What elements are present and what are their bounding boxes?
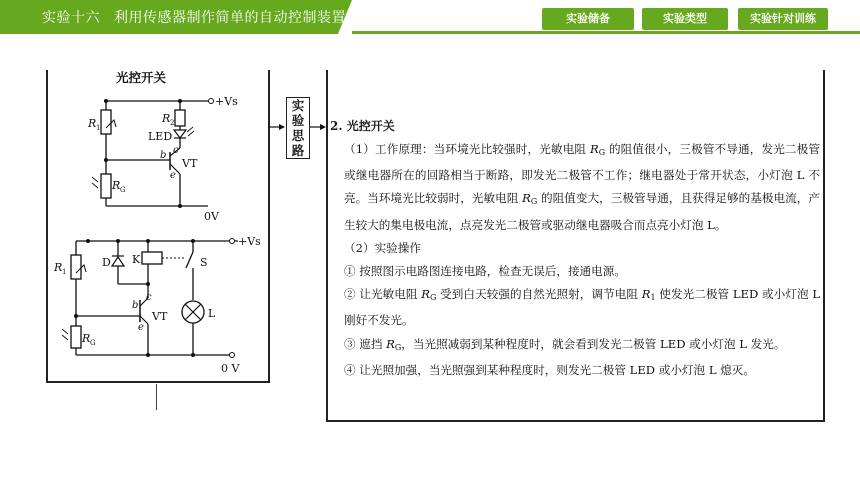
tab-experiment-types[interactable]: 实验类型 xyxy=(642,8,728,30)
symbol-r: R xyxy=(386,336,395,351)
section-title: 2. 光控开关 xyxy=(330,119,395,133)
method-char: 路 xyxy=(291,143,305,158)
text-run: ③ 遮挡 xyxy=(344,336,387,351)
page-title xyxy=(42,7,346,27)
label-k: K xyxy=(132,253,141,266)
step-3 xyxy=(330,333,820,359)
label-r1-2: R xyxy=(54,261,63,274)
content-panel xyxy=(326,70,825,422)
symbol-sub: G xyxy=(598,148,606,157)
svg-text:b: b xyxy=(132,300,139,311)
label-l: L xyxy=(208,307,216,320)
content-body xyxy=(330,138,820,382)
header-divider xyxy=(352,31,860,34)
step-1: ① 按照图示电路图连接电路，检查无误后，接通电源。 xyxy=(344,264,626,279)
label-vt-1: VT xyxy=(182,157,198,170)
experiment-title: 利用传感器制作简单的自动控制装置 xyxy=(114,10,346,26)
label-rg-1: R xyxy=(112,179,121,192)
text-run: （1）工作原理：当环境光比较强时，光敏电阻 xyxy=(344,142,590,156)
paragraph-operation-title: （2）实验操作 xyxy=(344,240,421,255)
symbol-r: R xyxy=(522,191,531,206)
method-box xyxy=(286,97,310,159)
label-vt-2: VT xyxy=(152,310,168,323)
symbol-r: R xyxy=(641,287,651,302)
symbol-r: R xyxy=(421,287,431,302)
symbol-sub: G xyxy=(430,293,437,303)
svg-text:1: 1 xyxy=(62,268,67,276)
symbol-sub: 1 xyxy=(650,293,656,303)
experiment-number: 实验十六 xyxy=(42,10,100,26)
text-run: 的阻值很小，三极管不导通，发光二极管或继电器所在的回路相当于断路，即发光二极管不工作；继电器处于常开状态，小灯泡 L 不亮。当环境光比较弱时，光敏电阻 xyxy=(344,142,820,206)
symbol-r: R xyxy=(590,142,599,156)
method-char: 实 xyxy=(291,98,305,113)
circuit1-title: 光控开关 xyxy=(116,70,167,85)
label-led: LED xyxy=(148,130,173,143)
label-0v-1: 0V xyxy=(204,210,219,223)
label-d: D xyxy=(102,256,111,269)
label-r2-1: R xyxy=(162,112,171,125)
svg-text:G: G xyxy=(90,339,96,347)
panel-stem-line xyxy=(156,384,157,410)
circuit-panel xyxy=(46,70,270,383)
label-s: S xyxy=(200,256,208,269)
svg-text:2: 2 xyxy=(170,119,175,127)
text-run: ，当光照减弱到某种程度时，就会看到发光二极管 LED 或小灯泡 L 发光。 xyxy=(401,336,786,351)
tab-experiment-prep[interactable]: 实验储备 xyxy=(542,8,634,30)
symbol-sub: G xyxy=(394,342,402,352)
text-run: 受到白天较强的自然光照射，调节电阻 xyxy=(436,287,642,302)
label-r1-1: R xyxy=(88,117,97,130)
label-0v-2: 0 V xyxy=(221,362,240,375)
top-bar xyxy=(0,0,860,40)
svg-text:c: c xyxy=(173,145,179,156)
step-4: ④ 让光照加强，当光照强到某种程度时，则发光二极管 LED 或小灯泡 L 熄灭。 xyxy=(344,362,755,377)
method-char: 思 xyxy=(291,128,305,143)
text-run: 的阻值变大，三极管导通，且获得足够的基极电流，产生较大的集电极电流，点亮发光二极管或驱动继电器吸合而点亮小灯泡 L。 xyxy=(344,191,821,232)
text-run: 使发光二极管 LED 或小灯泡 L 刚好不发光。 xyxy=(344,287,821,328)
arrow-right-icon xyxy=(309,118,327,138)
label-vs-1: +Vs xyxy=(215,95,238,108)
label-vs-2: +Vs xyxy=(238,235,261,248)
arrow-right-icon xyxy=(268,95,286,155)
label-rg-2: R xyxy=(82,332,91,345)
tab-targeted-training[interactable]: 实验针对训练 xyxy=(738,8,828,30)
step-2 xyxy=(330,283,820,332)
paragraph-principle xyxy=(330,138,820,237)
circuit-diagrams xyxy=(48,70,268,381)
text-run: ② 让光敏电阻 xyxy=(344,287,422,302)
svg-text:b: b xyxy=(160,150,167,161)
svg-text:c: c xyxy=(146,292,152,303)
svg-text:G: G xyxy=(120,186,126,194)
svg-text:1: 1 xyxy=(96,124,101,132)
symbol-sub: G xyxy=(530,197,538,207)
method-char: 验 xyxy=(291,113,305,128)
svg-text:e: e xyxy=(170,170,176,181)
svg-text:e: e xyxy=(138,322,144,333)
